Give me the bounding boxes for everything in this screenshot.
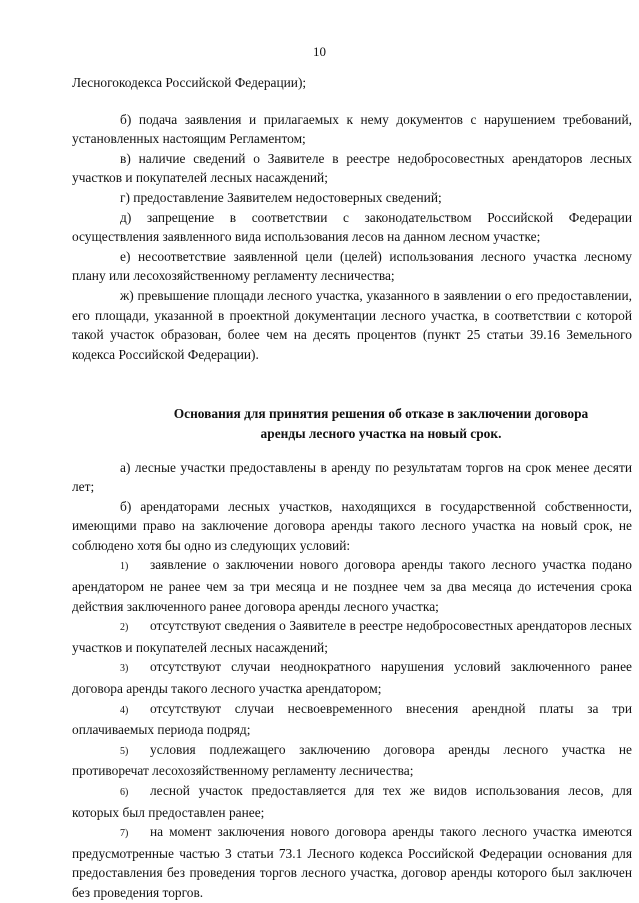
- list-item-text: на момент заключения нового договора аренды такого лесного участка имеются предусмотренные частью 3 статьи 73.1 Лесного кодекса Российской Федерации основания для предоставления без проведения торгов лесного участка, договор аренды которого был заключен без проведения торгов.: [72, 824, 632, 900]
- paragraph-d: д) запрещение в соответствии с законодательством Российской Федерации осуществления заявленного вида использования лесов на данном лесном участке;: [72, 209, 632, 245]
- paragraph-a: а) лесные участки предоставлены в аренду по результатам торгов на срок менее десяти лет;: [72, 459, 632, 495]
- list-item-text: отсутствуют случаи неоднократного нарушения условий заключенного ранее договора аренды такого лесного участка арендатором;: [72, 659, 632, 697]
- list-item-number: 3): [120, 663, 129, 675]
- paragraph-e: е) несоответствие заявленной цели (целей) использования лесного участка лесному плану или лесохозяйственному регламенту лесничества;: [72, 248, 632, 284]
- paragraph-b2: б) арендаторами лесных участков, находящихся в государственной собственности, имеющими право на заключение договора аренды такого лесного участка на новый срок, не соблюдено хотя бы одно из следующих условий:: [72, 498, 632, 553]
- list-item-text: отсутствуют сведения о Заявителе в реестре недобросовестных арендаторов лесных участков и покупателей лесных насаждений;: [72, 618, 632, 655]
- list-item-text: отсутствуют случаи несвоевременного внесения арендной платы за три оплачиваемых периода подряд;: [72, 700, 632, 738]
- paragraph-v: в) наличие сведений о Заявителе в реестре недобросовестных арендаторов лесных участков и покупателей лесных насаждений;: [72, 150, 632, 186]
- list-item: [72, 781, 632, 822]
- paragraph-b: б) подача заявления и прилагаемых к нему документов с нарушением требований, установленных настоящим Регламентом;: [72, 111, 632, 147]
- section-heading: [72, 404, 632, 443]
- list-item-text: заявление о заключении нового договора аренды такого лесного участка подано арендатором не ранее чем за три месяца и не позднее чем за два месяца до истечения срока действия заключенного ранее договора аренды лесного участка;: [72, 557, 632, 614]
- paragraph-g: г) предоставление Заявителем недостоверных сведений;: [120, 189, 442, 205]
- numbered-list: [72, 555, 632, 902]
- list-item: [72, 822, 632, 902]
- list-item: [72, 657, 632, 698]
- list-item-number: 4): [120, 704, 129, 716]
- paragraph-zh: ж) превышение площади лесного участка, указанного в заявлении о его предоставлении, его площади, указанной в проектной документации лесного участка, в соответствии с которой такой участок образован, более чем на десять процентов (пункт 25 статьи 39.16 Земельного кодекса Российской Федерации).: [72, 287, 632, 362]
- list-item-number: 1): [120, 561, 129, 573]
- list-item: [72, 699, 632, 740]
- document-body: [72, 73, 632, 903]
- list-item-number: 2): [120, 622, 129, 634]
- list-item-number: 5): [120, 745, 129, 757]
- list-item: [72, 555, 632, 616]
- page-number: 10: [313, 44, 326, 59]
- list-item-number: 7): [120, 828, 129, 840]
- list-item-text: лесной участок предоставляется для тех же видов использования лесов, для которых был предоставлен ранее;: [72, 783, 632, 820]
- list-item: [72, 740, 632, 781]
- paragraph-continuation: Лесногокодекса Российской Федерации);: [72, 75, 307, 90]
- list-item-number: 6): [120, 787, 129, 798]
- heading-line-1: Основания для принятия решения об отказе в заключении договора: [173, 406, 589, 422]
- list-item: [72, 616, 632, 657]
- heading-line-2: аренды лесного участка на новый срок.: [260, 425, 502, 441]
- list-item-text: условия подлежащего заключению договора аренды лесного участка не противоречат лесохозяйственному регламенту лесничества;: [72, 741, 632, 779]
